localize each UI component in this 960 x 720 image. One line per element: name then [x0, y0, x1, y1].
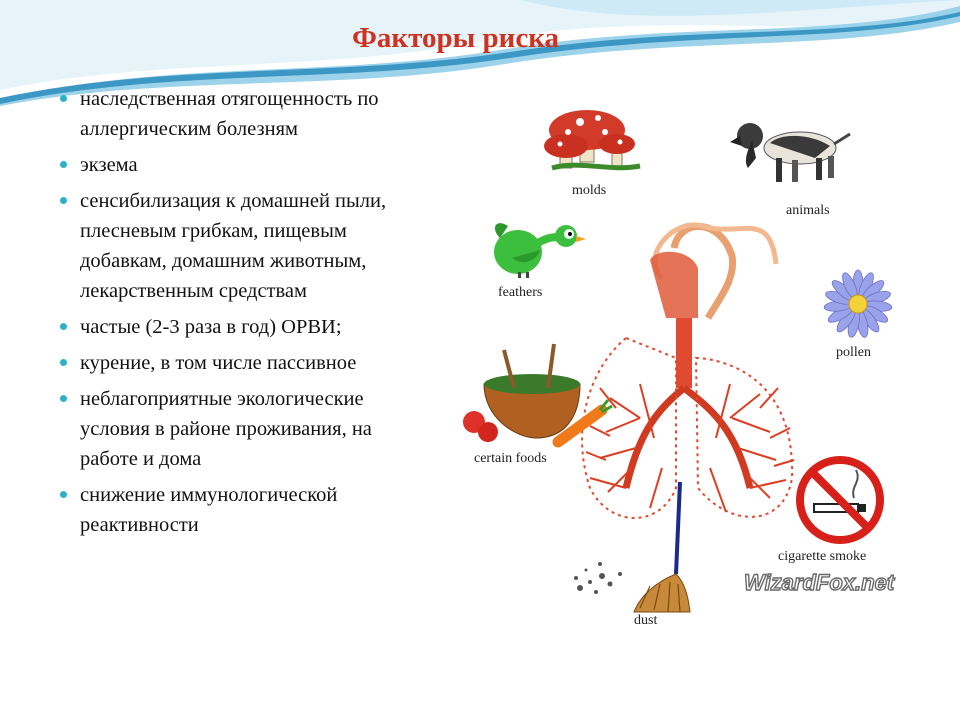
list-item-text: неблагоприятные экологические условия в районе проживания, на работе и дома: [80, 388, 372, 470]
list-item: [58, 150, 418, 180]
label-feathers: feathers: [498, 285, 543, 300]
mushroom-icon: [544, 110, 640, 168]
no-smoking-icon: [800, 460, 880, 540]
bullet-icon: [60, 161, 67, 168]
bullet-icon: [60, 395, 67, 402]
label-smoke: cigarette smoke: [778, 549, 867, 564]
label-foods: certain foods: [474, 451, 547, 466]
bullet-icon: [60, 197, 67, 204]
list-item-text: сенсибилизация к домашней пыли, плесневым грибкам, пищевым добавкам, домашним животным, лекарственным средствам: [80, 190, 387, 302]
bird-icon: [494, 223, 586, 278]
watermark: WizardFox.net: [744, 570, 895, 595]
dog-icon: [730, 123, 850, 182]
list-item: [58, 186, 418, 306]
list-item-text: частые (2-3 раза в год) ОРВИ;: [80, 316, 342, 338]
list-item: [58, 312, 418, 342]
list-item: [58, 84, 418, 144]
bullet-icon: [60, 359, 67, 366]
bullet-icon: [60, 323, 67, 330]
bullet-icon: [60, 491, 67, 498]
list-item: [58, 348, 418, 378]
list-item-text: наследственная отягощенность по аллергическим болезням: [80, 88, 379, 140]
bullet-icon: [60, 95, 67, 102]
list-item: [58, 384, 418, 474]
list-item-text: экзема: [80, 154, 138, 176]
list-item: [58, 480, 418, 540]
allergen-illustration: [440, 88, 940, 708]
label-molds: molds: [572, 183, 607, 198]
list-item-text: снижение иммунологической реактивности: [80, 484, 338, 536]
flower-icon: [824, 270, 893, 338]
lungs-icon: [582, 225, 794, 518]
risk-factor-list: [58, 84, 418, 546]
food-bowl-icon: [463, 344, 612, 442]
label-dust: dust: [634, 613, 658, 628]
label-animals: animals: [786, 203, 830, 218]
slide-title: Факторы риска: [352, 22, 559, 54]
label-pollen: pollen: [836, 345, 871, 360]
broom-icon: [574, 482, 690, 612]
list-item-text: курение, в том числе пассивное: [80, 352, 357, 374]
